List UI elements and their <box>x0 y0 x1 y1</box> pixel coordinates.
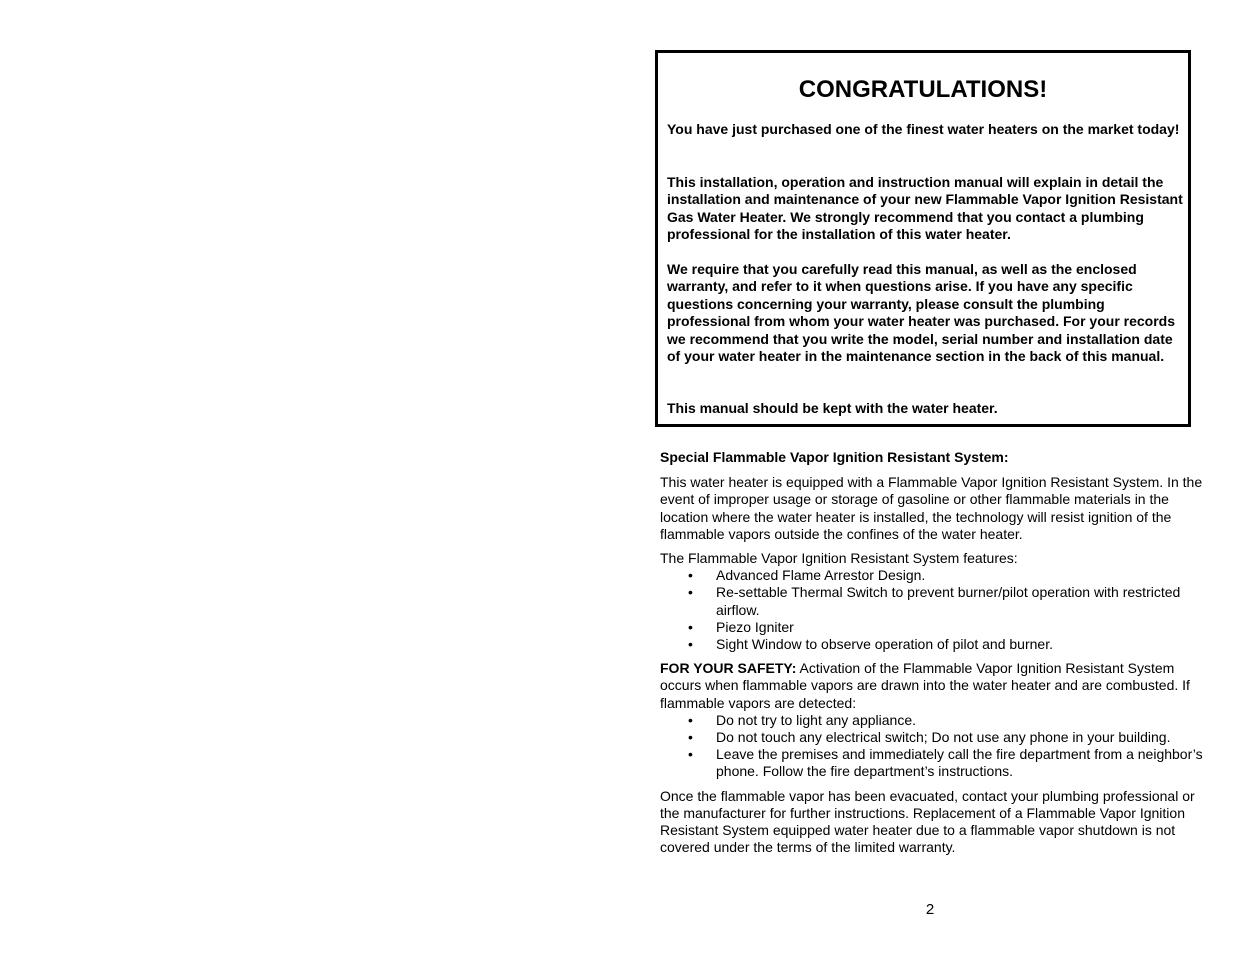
safety-label: FOR YOUR SAFETY: <box>660 660 797 677</box>
section-heading: Special Flammable Vapor Ignition Resistant System: <box>660 449 1009 465</box>
keep-manual-paragraph: This manual should be kept with the water heater. <box>667 400 998 416</box>
warranty-paragraph: We require that you carefully read this manual, as well as the enclosed warranty, and refer to it when questions arise. If you have any specific questions concerning your warranty, please consult the plumbing professional from whom your water heater was purchased. For your records we recommend that you write the model, serial number and installation date of your water heater in the maintenance section in the back of this manual. <box>667 261 1176 365</box>
features-lead-text: The Flammable Vapor Ignition Resistant System features: <box>660 550 1018 567</box>
congratulations-title: CONGRATULATIONS! <box>798 76 1048 103</box>
bullet-icon: • <box>688 746 693 763</box>
manual-intro-paragraph: This installation, operation and instruction manual will explain in detail the installation and maintenance of your new Flammable Vapor Ignition Resistant Gas Water Heater. We strongly recommend that you contact a plumbing professional for the installation of this water heater. <box>667 174 1183 243</box>
list-item: • Sight Window to observe operation of pilot and burner. <box>688 636 1053 653</box>
bullet-icon: • <box>688 711 693 728</box>
fvir-intro-paragraph: This water heater is equipped with a Flammable Vapor Ignition Resistant System. In the event of improper usage or storage of gasoline or other flammable materials in the location where the water heater is installed, the technology will resist ignition of the flammable vapors outside the confines of the water heater. <box>660 474 1203 542</box>
safety-paragraph <box>660 660 1205 712</box>
page-number: 2 <box>925 901 935 918</box>
list-item: • Re-settable Thermal Switch to prevent burner/pilot operation with restricted airflow. <box>688 584 1181 618</box>
list-item: • Leave the premises and immediately call the fire department from a neighbor’s phone. Follow the fire department’s instructions. <box>688 746 1203 780</box>
list-item: • Do not try to light any appliance. <box>688 711 917 728</box>
safety-text: Activation of the Flammable Vapor Ignition Resistant System occurs when flammable vapors are drawn into the water heater and are combusted. If flammable vapors are detected: <box>660 660 1190 711</box>
closing-paragraph: Once the flammable vapor has been evacuated, contact your plumbing professional or the manufacturer for further instructions. Replacement of a Flammable Vapor Ignition Resistant System equipped water heater due to a flammable vapor shutdown is not covered under the terms of the limited warranty. <box>660 787 1195 856</box>
list-item: • Advanced Flame Arrestor Design. <box>688 567 926 584</box>
features-list <box>660 567 1205 653</box>
bullet-icon: • <box>688 567 693 584</box>
safety-list <box>660 712 1205 781</box>
bullet-icon: • <box>688 729 693 746</box>
fvir-section <box>660 449 1205 856</box>
bullet-icon: • <box>688 584 693 601</box>
bullet-icon: • <box>688 618 693 635</box>
bullet-icon: • <box>688 636 693 653</box>
purchase-paragraph: You have just purchased one of the finest water heaters on the market today! <box>667 121 1180 137</box>
congratulations-box <box>655 50 1191 427</box>
list-item: • Do not touch any electrical switch; Do not use any phone in your building. <box>688 729 1171 746</box>
list-item: • Piezo Igniter <box>688 618 794 635</box>
